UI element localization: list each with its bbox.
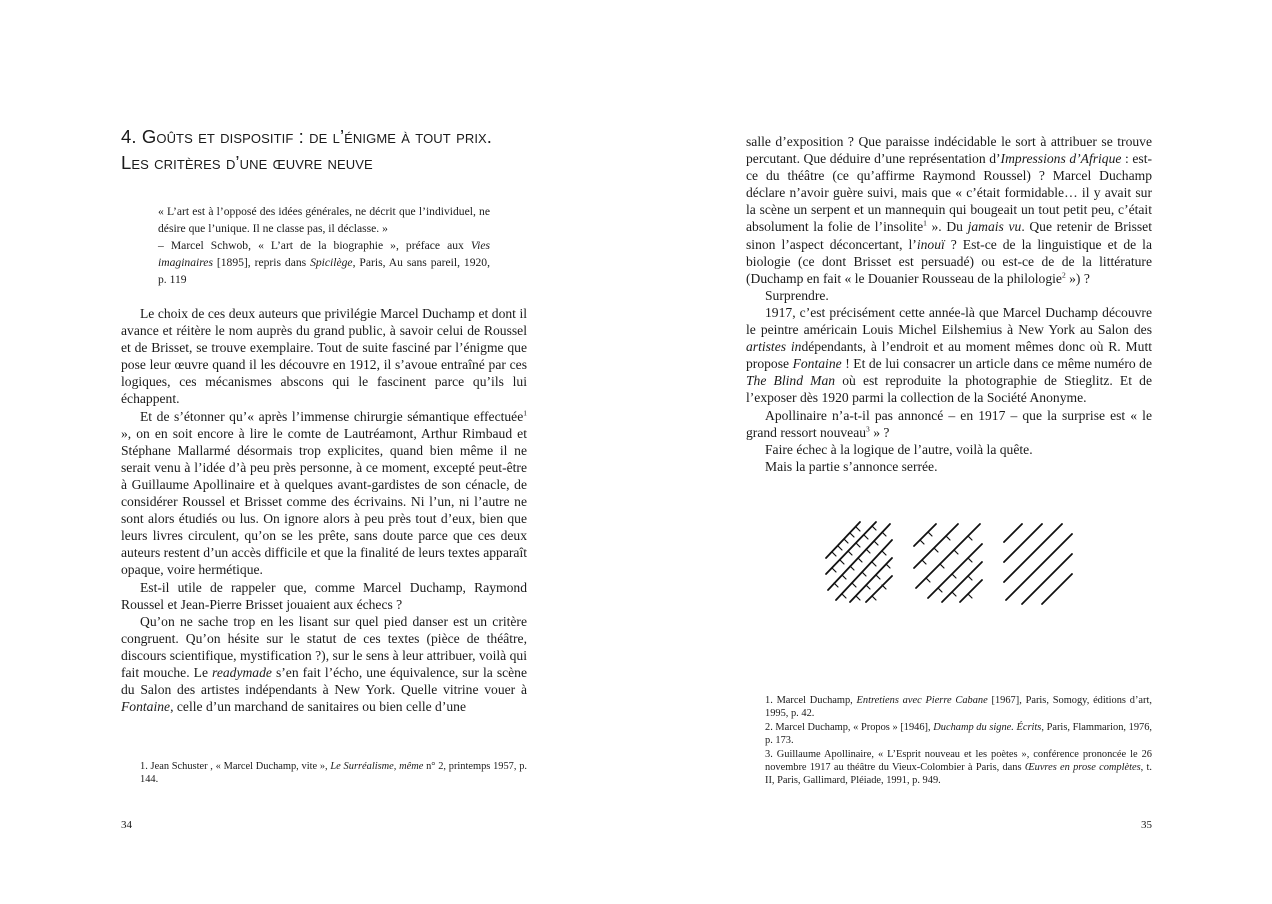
chapter-title-line-2: Les critères d’une œuvre neuve: [121, 152, 373, 173]
right-page: [636, 0, 1272, 904]
footnote: 1. Marcel Duchamp, Entretiens avec Pierre Cabane [1967], Paris, Somogy, éditions d’art, 1995, p. 42.: [765, 695, 1152, 720]
footnote-ref: 3: [866, 424, 870, 434]
footnote: 3. Guillaume Apollinaire, « L’Esprit nouveau et les poètes », conférence prononcée le 26 novembre 1917 au théâtre du Vieux-Colombier à Paris, dans Œuvres en prose complètes, t. II, Paris, Gallimard, Pléiade, 1991, p. 949.: [765, 748, 1152, 787]
paragraph: Mais la partie s’annonce serrée.: [765, 458, 938, 474]
epigraph: [158, 203, 490, 288]
paragraph: Apollinaire n’a-t-il pas annoncé – en 1917 – que la surprise est « le grand ressort nouveau$^3$ » ?: [746, 407, 1152, 440]
right-body-text: [746, 133, 1152, 475]
footnote: 2. Marcel Duchamp, « Propos » [1946], Duchamp du signe. Écrits, Paris, Flammarion, 1976, p. 173.: [765, 721, 1153, 747]
page-number: 35: [1141, 819, 1152, 831]
chapter-title-line-1: 4. Goûts et dispositif : de l’énigme à tout prix.: [121, 126, 493, 147]
right-footnotes: [765, 694, 1152, 788]
chapter-title: [121, 124, 541, 176]
hatched-lines-drawing-icon: [822, 518, 1078, 610]
paragraph: Et de s’étonner qu’« après l’immense chirurgie sémantique effectuée$^1$ », on en soit encore à lire le comte de Lautréamont, Arthur Rimbaud et Stéphane Mallarmé désormais trop explicites, quand bien même il ne serait venu à l’idée d’à peu près personne, à ce moment, excepté peut-être à Guillaume Apollinaire et à quelques avant-gardistes de son cénacle, de considérer Roussel et Brisset comme des écrivains. Ni l’un, ni l’autre ne sont alors étudiés ou lus. On ignore alors à peu près tout d’eux, bien que leurs livres circulent, qu’on se les prête, sans doute parce que ces deux auteurs restent d’un accès difficile et que la finalité de leurs textes apparaît opaque, voire hermétique.: [121, 408, 527, 578]
footnote-ref: 2: [1061, 270, 1066, 280]
paragraph: 1917, c’est précisément cette année-là que Marcel Duchamp découvre le peintre américain Louis Michel Eilshemius à New York au Salon des artistes indépendants, à l’endroit et au moment mêmes donc où R. Mutt propose Fontaine ! Et de lui consacrer un article dans ce même numéro de The Blind Man où est reproduite la photographie de Stieglitz. Et de l’exposer dès 1920 parmi la collection de la Société Anonyme.: [746, 304, 1153, 406]
footnote-ref: 1: [923, 218, 927, 228]
paragraph: Qu’on ne sache trop en les lisant sur quel pied danser est un critère congruent. Qu’on hésite sur le statut de ces textes (pièce de théâtre, discours scientifique, mystification ?), sur le sens à leur attribuer, voilà qui fait mouche. Le readymade s’en fait l’écho, une équivalence, sur la scène du Salon des artistes indépendants à New York. Quelle vitrine vouer à Fontaine, celle d’un marchand de sanitaires ou bien celle d’une: [121, 613, 528, 715]
page-number: 34: [121, 819, 132, 831]
footnote-ref: 1: [523, 408, 527, 418]
left-footnotes: [140, 760, 527, 787]
footnote: 1. Jean Schuster , « Marcel Duchamp, vite », Le Surréalisme, même n° 2, printemps 1957, p. 144.: [140, 761, 527, 786]
paragraph: salle d’exposition ? Que paraisse indécidable le sort à attribuer se trouve percutant. Que déduire d’une représentation d’Impressions d’Afrique : est-ce du théâtre (ce qu’affirme Raymond Roussel) ? Marcel Duchamp déclare n’avoir guère suivi, mais que « c’était formidable… il y avait sur la scène un serpent et un mannequin qui bougeait un tout petit peu, c’était absolument la folie de l’insolite$^1$ ». Du jamais vu. Que retenir de Brisset sinon l’aspect déconcertant, l’inouï ? Est-ce de la linguistique et de la biologie (ce dont Brisset est persuadé) ou est-ce de de la littérature (Duchamp en fait « le Douanier Rousseau de la philologie$^2$ ») ?: [746, 134, 1152, 286]
epigraph-quote: « L’art est à l’opposé des idées générales, ne décrit que l’individuel, ne désire que l’unique. Il ne classe pas, il déclasse. »: [158, 205, 490, 235]
left-body-text: [121, 305, 527, 715]
paragraph: Le choix de ces deux auteurs que privilégie Marcel Duchamp et dont il avance et réitère le nom auprès du grand public, à savoir celui de Roussel et de Brisset, se trouve exemplaire. Tout de suite fasciné par l’énigme que pose leur œuvre quand il les découvre en 1912, il s’avoue entraîné par ces logiques, ces mécanismes abscons qui le fascinent parce qu’ils lui échappent.: [121, 306, 527, 407]
paragraph: Faire échec à la logique de l’autre, voilà la quête.: [765, 441, 1033, 457]
epigraph-attribution: – Marcel Schwob, « L’art de la biographie », préface aux Vies imaginaires [1895], repris dans Spicilège, Paris, Au sans pareil, 1920, p. 119: [158, 239, 490, 286]
paragraph: Surprendre.: [765, 287, 829, 303]
paragraph: Est-il utile de rappeler que, comme Marcel Duchamp, Raymond Roussel et Jean-Pierre Brisset jouaient aux échecs ?: [121, 579, 527, 612]
